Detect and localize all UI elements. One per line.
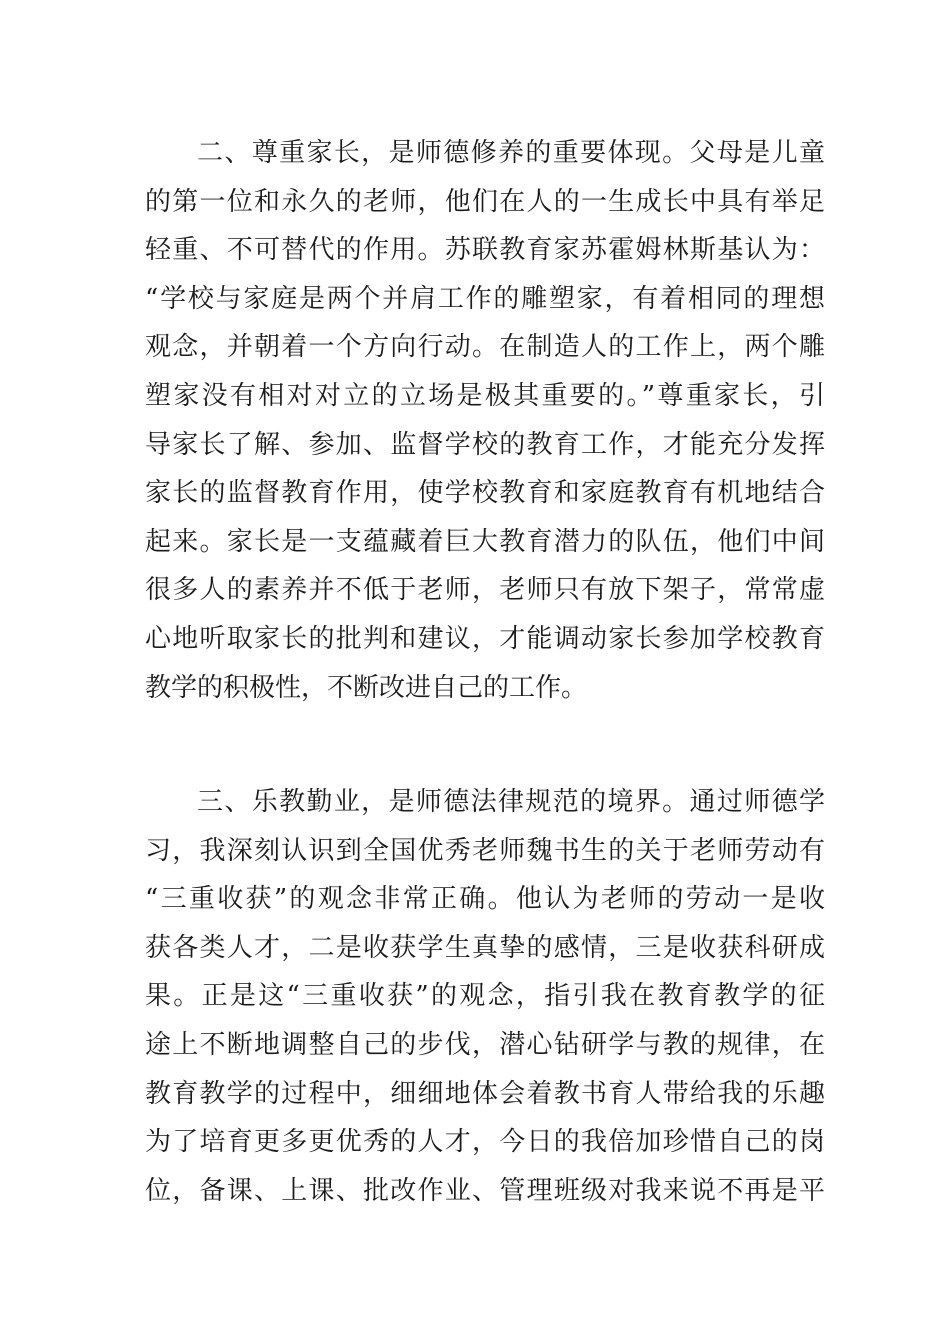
paragraph-line: “学校与家庭是两个并肩工作的雕塑家，有着相同的理想 — [145, 283, 825, 314]
paragraph-line: 二、尊重家长，是师德修养的重要体现。父母是儿童 — [197, 138, 825, 168]
paragraph-line: 为了培育更多更优秀的人才，今日的我倍加珍惜自己的岗 — [145, 1127, 825, 1158]
paragraph-line: 观念，并朝着一个方向行动。在制造人的工作上，两个雕 — [145, 332, 825, 363]
paragraph-line: 教育教学的过程中，细细地体会着教书育人带给我的乐趣 — [145, 1078, 825, 1109]
paragraph-line: 轻重、不可替代的作用。苏联教育家苏霍姆林斯基认为： — [145, 235, 825, 266]
paragraph-line: 位，备课、上课、批改作业、管理班级对我来说不再是平 — [145, 1175, 825, 1206]
paragraph-line: 导家长了解、参加、监督学校的教育工作，才能充分发挥 — [145, 429, 825, 460]
paragraph-respect-parents — [145, 129, 825, 712]
paragraph-love-teaching — [145, 778, 825, 1215]
paragraph-line: 起来。家长是一支蕴藏着巨大教育潜力的队伍，他们中间 — [145, 526, 825, 557]
paragraph-line: 三、乐教勤业，是师德法律规范的境界。通过师德学 — [197, 787, 825, 817]
paragraph-line: 教学的积极性，不断改进自己的工作。 — [145, 672, 588, 703]
paragraph-line: 家长的监督教育作用，使学校教育和家庭教育有机地结合 — [145, 478, 825, 509]
paragraph-line: 的第一位和永久的老师，他们在人的一生成长中具有举足 — [145, 186, 825, 217]
paragraph-line: 很多人的素养并不低于老师，老师只有放下架子，常常虚 — [145, 575, 825, 606]
paragraph-line: “三重收获”的观念非常正确。他认为老师的劳动一是收 — [145, 884, 825, 915]
paragraph-line: 途上不断地调整自己的步伐，潜心钻研学与教的规律，在 — [145, 1029, 825, 1060]
paragraph-line: 心地听取家长的批判和建议，才能调动家长参加学校教育 — [145, 623, 825, 654]
paragraph-line: 习，我深刻认识到全国优秀老师魏书生的关于老师劳动有 — [145, 835, 825, 866]
paragraph-line: 果。正是这“三重收获”的观念，指引我在教育教学的征 — [145, 981, 825, 1012]
paragraph-line: 塑家没有相对对立的立场是极其重要的。”尊重家长，引 — [145, 380, 825, 411]
paragraph-line: 获各类人才，二是收获学生真挚的感情，三是收获科研成 — [145, 932, 825, 963]
